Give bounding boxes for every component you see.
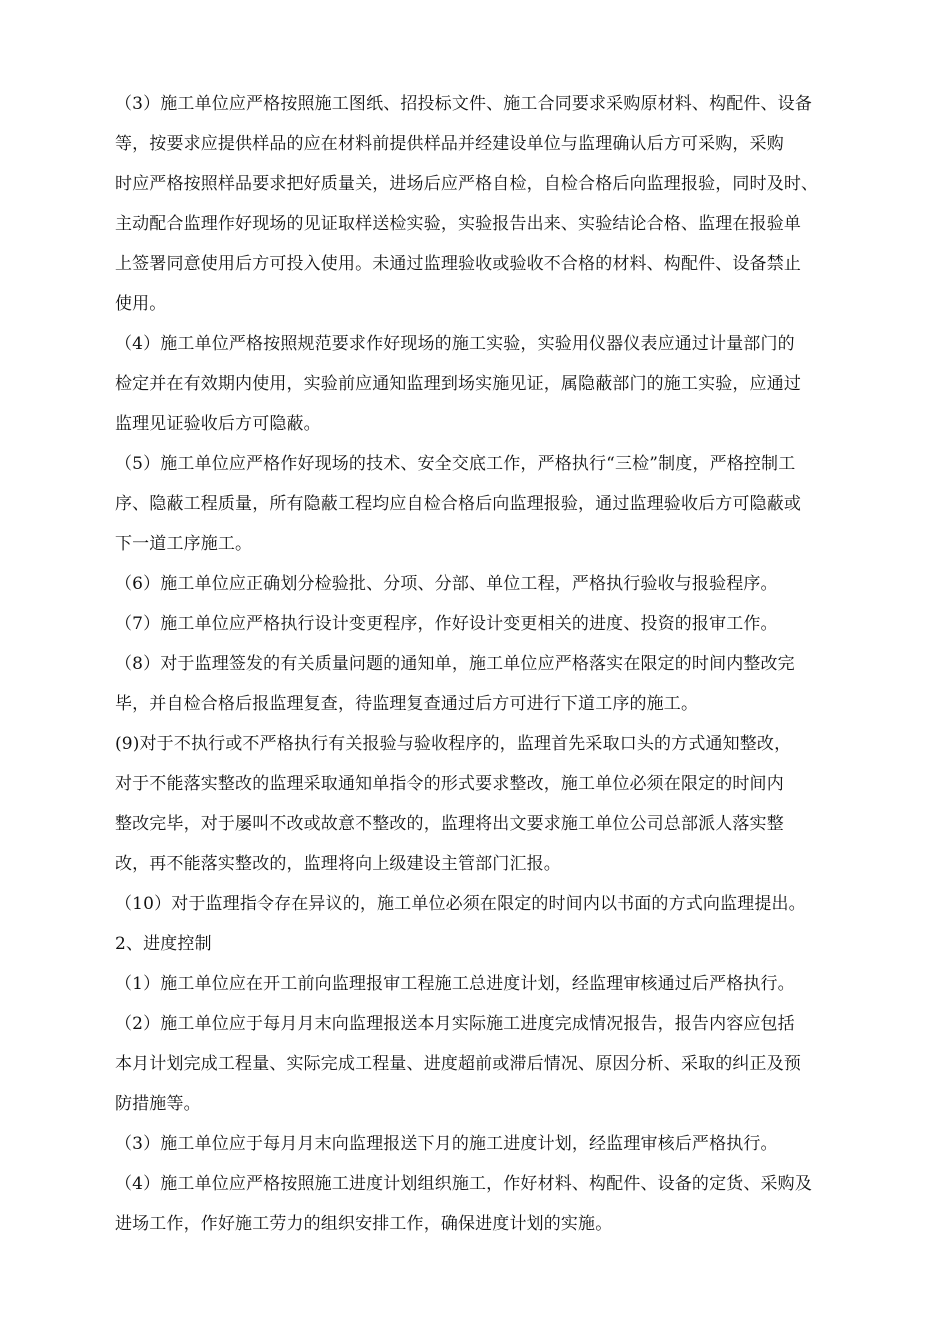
text-line: 整改完毕，对于屡叫不改或故意不整改的，监理将出文要求施工单位公司总部派人落实整 (115, 814, 784, 834)
text-line: （8）对于监理签发的有关质量问题的通知单，施工单位应严格落实在限定的时间内整改完 (115, 654, 795, 674)
text-line: 改，再不能落实整改的，监理将向上级建设主管部门汇报。 (115, 854, 561, 874)
text-line: （4）施工单位应严格按照施工进度计划组织施工，作好材料、构配件、设备的定货、采购及 (115, 1174, 812, 1194)
section-heading: 2、进度控制 (115, 934, 212, 954)
text-line: 时应严格按照样品要求把好质量关，进场后应严格自检，自检合格后向监理报验，同时及时、 (115, 174, 819, 194)
text-line: 对于不能落实整改的监理采取通知单指令的形式要求整改，施工单位必须在限定的时间内 (115, 774, 784, 794)
text-line: 监理见证验收后方可隐蔽。 (115, 414, 321, 434)
text-line: （2）施工单位应于每月月末向监理报送本月实际施工进度完成情况报告，报告内容应包括 (115, 1014, 795, 1034)
text-line: 毕，并自检合格后报监理复查，待监理复查通过后方可进行下道工序的施工。 (115, 694, 699, 714)
text-line: 进场工作，作好施工劳力的组织安排工作，确保进度计划的实施。 (115, 1214, 613, 1234)
text-line: (9)对于不执行或不严格执行有关报验与验收程序的，监理首先采取口头的方式通知整改， (115, 734, 792, 754)
text-line: （6）施工单位应正确划分检验批、分项、分部、单位工程，严格执行验收与报验程序。 (115, 574, 778, 594)
text-line: （3）施工单位应严格按照施工图纸、招投标文件、施工合同要求采购原材料、构配件、设备 (115, 94, 812, 114)
text-line: 检定并在有效期内使用，实验前应通知监理到场实施见证，属隐蔽部门的施工实验，应通过 (115, 374, 801, 394)
text-line: 序、隐蔽工程质量，所有隐蔽工程均应自检合格后向监理报验，通过监理验收后方可隐蔽或 (115, 494, 801, 514)
text-line: （5）施工单位应严格作好现场的技术、安全交底工作，严格执行“三检”制度，严格控制工 (115, 454, 796, 474)
text-line: 使用。 (115, 294, 167, 314)
text-line: （3）施工单位应于每月月末向监理报送下月的施工进度计划，经监理审核后严格执行。 (115, 1134, 778, 1154)
text-line: 防措施等。 (115, 1094, 201, 1114)
text-line: 等，按要求应提供样品的应在材料前提供样品并经建设单位与监理确认后方可采购，采购 (115, 134, 784, 154)
text-line: 主动配合监理作好现场的见证取样送检实验，实验报告出来、实验结论合格、监理在报验单 (115, 214, 801, 234)
text-line: （10）对于监理指令存在异议的，施工单位必须在限定的时间内以书面的方式向监理提出。 (115, 894, 806, 914)
text-line: 上签署同意使用后方可投入使用。未通过监理验收或验收不合格的材料、构配件、设备禁止 (115, 254, 801, 274)
text-line: 下一道工序施工。 (115, 534, 253, 554)
text-line: （4）施工单位严格按照规范要求作好现场的施工实验，实验用仪器仪表应通过计量部门的 (115, 334, 795, 354)
text-line: （7）施工单位应严格执行设计变更程序，作好设计变更相关的进度、投资的报审工作。 (115, 614, 778, 634)
text-line: （1）施工单位应在开工前向监理报审工程施工总进度计划，经监理审核通过后严格执行。 (115, 974, 795, 994)
text-line: 本月计划完成工程量、实际完成工程量、进度超前或滞后情况、原因分析、采取的纠正及预 (115, 1054, 801, 1074)
